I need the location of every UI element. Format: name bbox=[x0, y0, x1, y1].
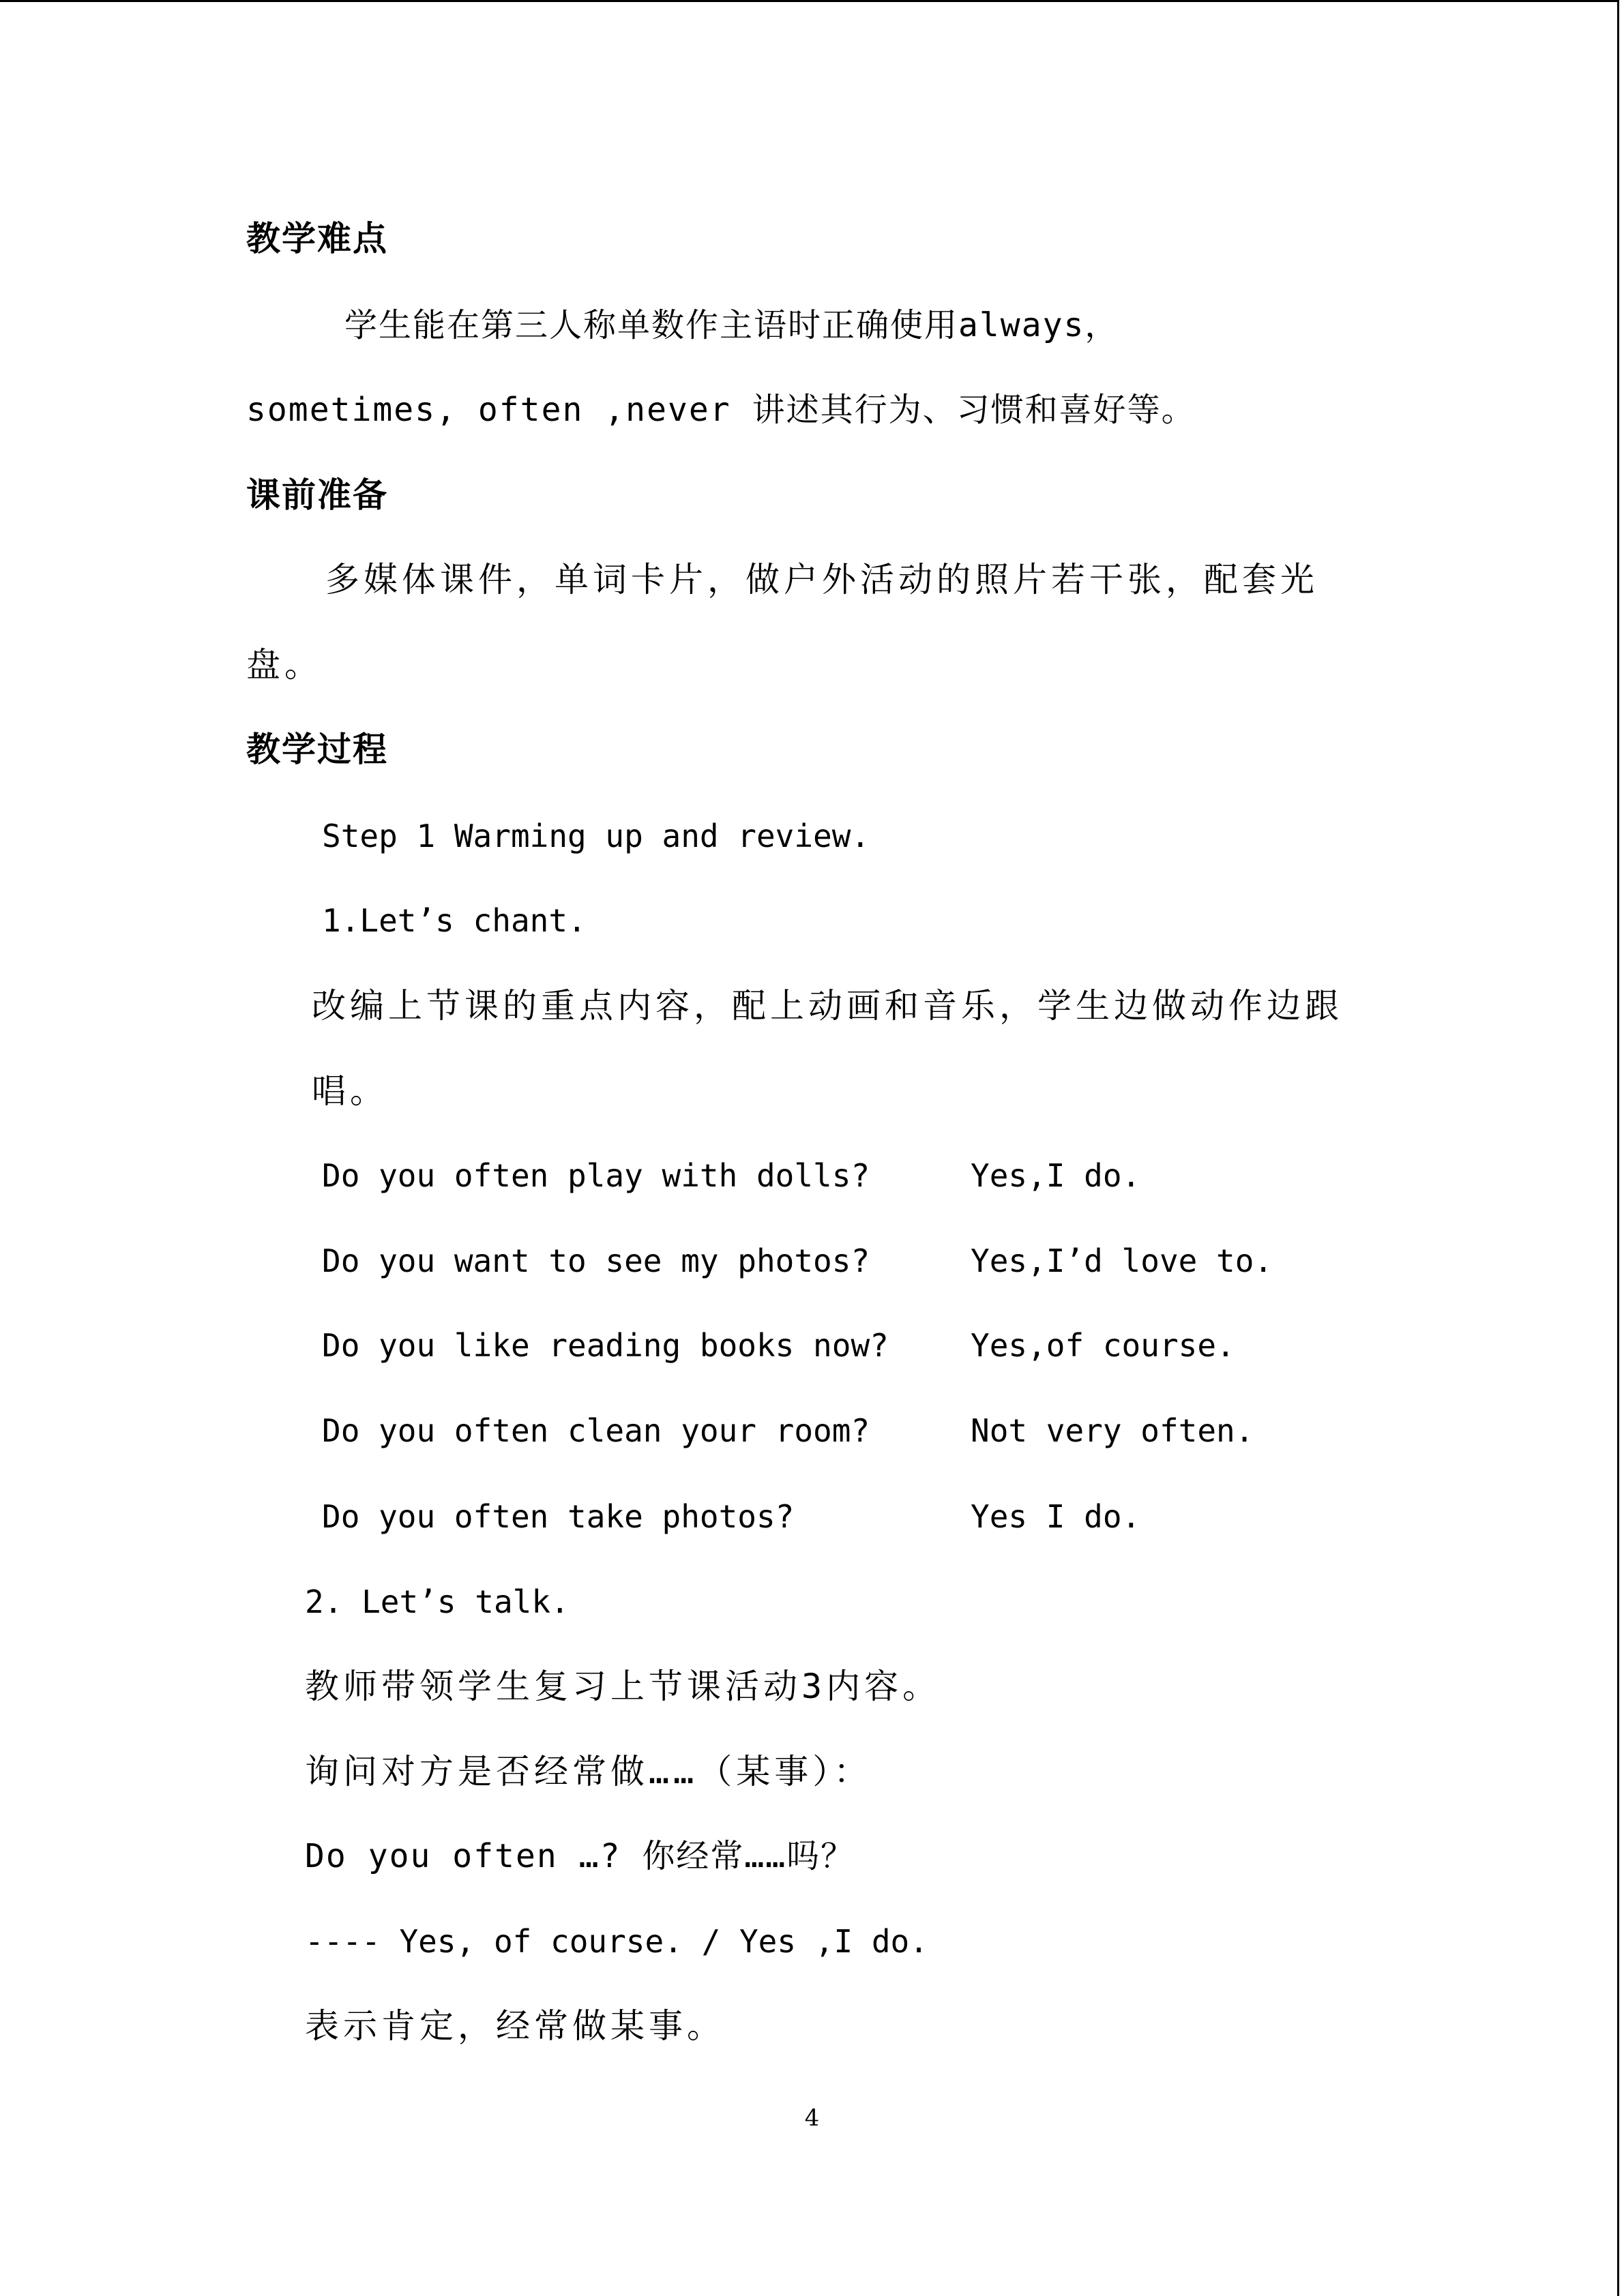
talk-line: ---- Yes, of course. / Yes ,I do. bbox=[305, 1923, 928, 1960]
chant-answer: Not very often. bbox=[971, 1412, 1254, 1449]
preparation-text-line-2: 盘。 bbox=[246, 645, 323, 685]
preparation-text-line-1: 多媒体课件，单词卡片，做户外活动的照片若干张，配套光 bbox=[325, 560, 1318, 599]
chant-description-line-2: 唱。 bbox=[312, 1071, 388, 1111]
talk-line: 教师带领学生复习上节课活动3内容。 bbox=[305, 1667, 941, 1706]
chant-answer: Yes I do. bbox=[971, 1498, 1141, 1535]
talk-line: 表示肯定，经常做某事。 bbox=[305, 2006, 725, 2046]
page-number: 4 bbox=[804, 2104, 820, 2132]
chant-question: Do you want to see my photos? bbox=[322, 1242, 870, 1279]
talk-title: 2. Let’s talk. bbox=[305, 1583, 570, 1620]
chant-question: Do you often play with dolls? bbox=[322, 1157, 870, 1194]
talk-line: Do you often …? 你经常……吗？ bbox=[305, 1837, 855, 1875]
chant-question: Do you often take photos? bbox=[322, 1498, 795, 1535]
chant-answer: Yes,I’d love to. bbox=[971, 1242, 1273, 1279]
chant-title: 1.Let’s chant. bbox=[322, 902, 587, 939]
section-heading-difficulty: 教学难点 bbox=[246, 219, 388, 258]
chant-question: Do you like reading books now? bbox=[322, 1327, 889, 1364]
chant-description-line-1: 改编上节课的重点内容，配上动画和音乐，学生边做动作边跟 bbox=[312, 986, 1343, 1026]
chant-answer: Yes,I do. bbox=[971, 1157, 1141, 1194]
chant-answer: Yes,of course. bbox=[971, 1327, 1235, 1364]
difficulty-text-line-2: sometimes, often ,never 讲述其行为、习惯和喜好等。 bbox=[246, 391, 1196, 429]
talk-line: 询问对方是否经常做……（某事）： bbox=[305, 1752, 872, 1791]
difficulty-text-line-1: 学生能在第三人称单数作主语时正确使用always， bbox=[344, 306, 1119, 344]
section-heading-process: 教学过程 bbox=[246, 730, 388, 769]
chant-question: Do you often clean your room? bbox=[322, 1412, 870, 1449]
section-heading-preparation: 课前准备 bbox=[246, 475, 388, 515]
step-1-title: Step 1 Warming up and review. bbox=[322, 818, 870, 854]
